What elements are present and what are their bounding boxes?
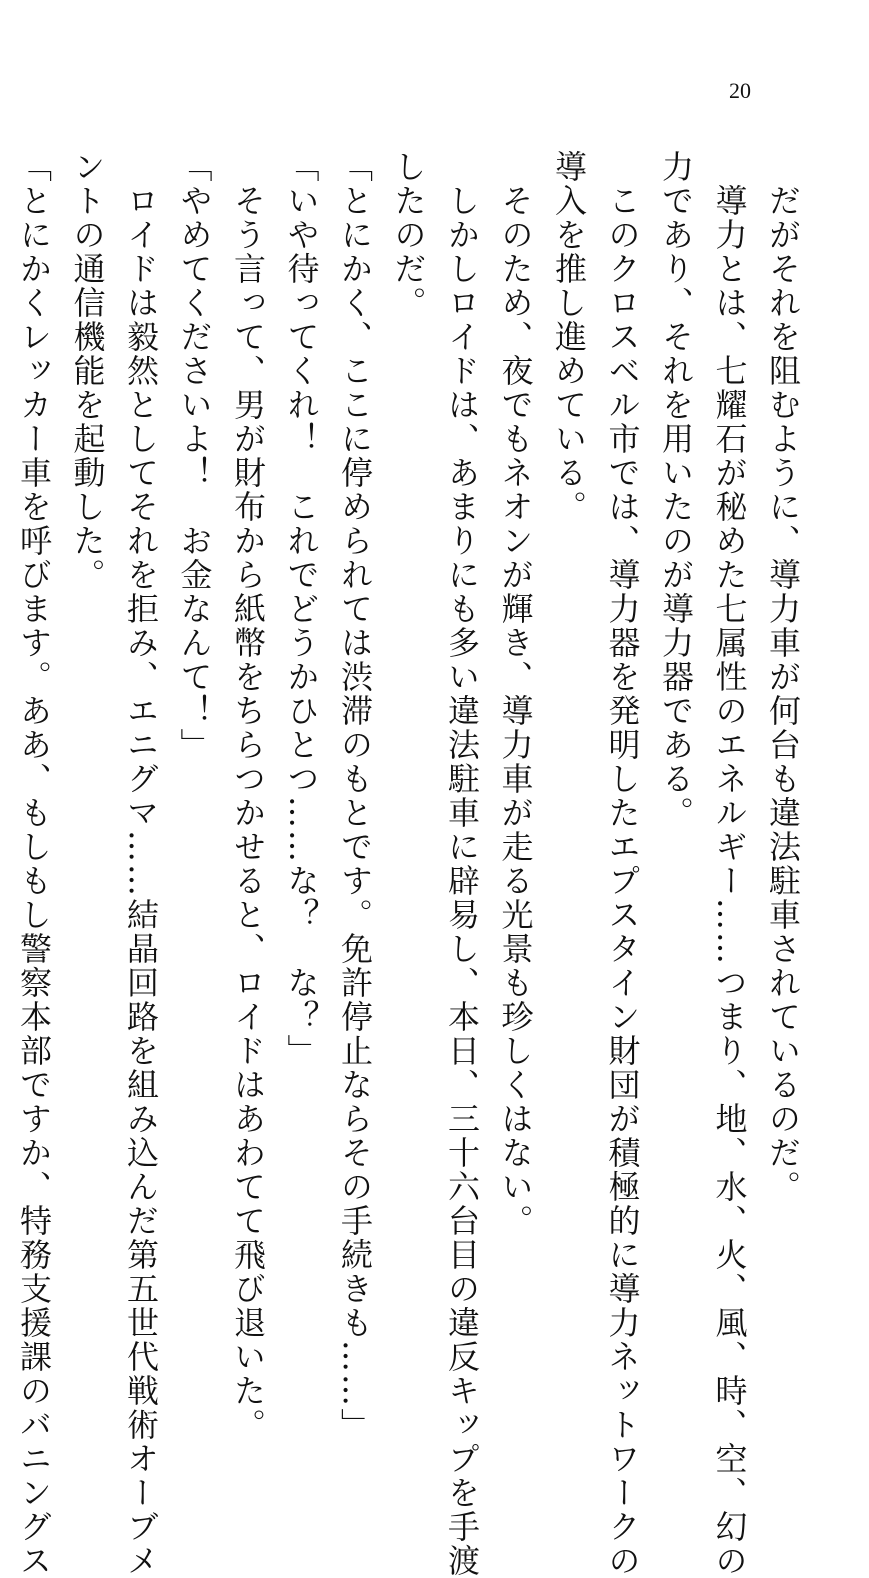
text-line: そのため、夜でもネオンが輝き、導力車が走る光景も珍しくはない。 bbox=[496, 150, 535, 1238]
text-line: そう言って、男が財布から紙幣をちらつかせると、ロイドはあわてて飛び退いた。 bbox=[229, 150, 267, 1442]
text-line: このクロスベル市では、導力器を発明したエプスタイン財団が積極的に導力ネットワークの bbox=[603, 150, 642, 1578]
dialogue-line: 「とにかくレッカー車を呼びます。ああ、もしもし警察本部ですか、特務支援課のバニングス bbox=[15, 150, 53, 1578]
page-number: 20 bbox=[729, 78, 751, 103]
text-line: ロイドは毅然としてそれを拒み、エニグマ……結晶回路を組み込んだ第五世代戦術オーブメ bbox=[122, 150, 160, 1578]
text-line: したのだ。 bbox=[389, 150, 428, 320]
text-line: 導入を推し進めている。 bbox=[550, 150, 588, 524]
text-line: ントの通信機能を起動した。 bbox=[68, 150, 107, 592]
text-line: 導力とは、七耀石が秘めた七属性のエネルギー……つまり、地、水、火、風、時、空、幻の bbox=[710, 150, 749, 1578]
dialogue-line bbox=[0, 150, 7, 1220]
text-line: だがそれを阻むように、導力車が何台も違法駐車されているのだ。 bbox=[764, 150, 802, 1204]
text-line: 力であり、それを用いたのが導力器である。 bbox=[657, 150, 695, 830]
dialogue-line: 「とにかく、ここに停められては渋滞のもとです。免許停止ならその手続きも……」 bbox=[336, 150, 374, 1442]
text-line: しかしロイドは、あまりにも多い違法駐車に辟易し、本日、三十六台目の違反キップを手渡 bbox=[443, 150, 481, 1578]
body-text bbox=[15, 150, 809, 1578]
dialogue-line: 「やめてくださいよ！ お金なんて！」 bbox=[175, 150, 214, 762]
dialogue-line: 「いや待ってくれ！ これでどうかひとつ……な？ な？」 bbox=[282, 150, 321, 1068]
